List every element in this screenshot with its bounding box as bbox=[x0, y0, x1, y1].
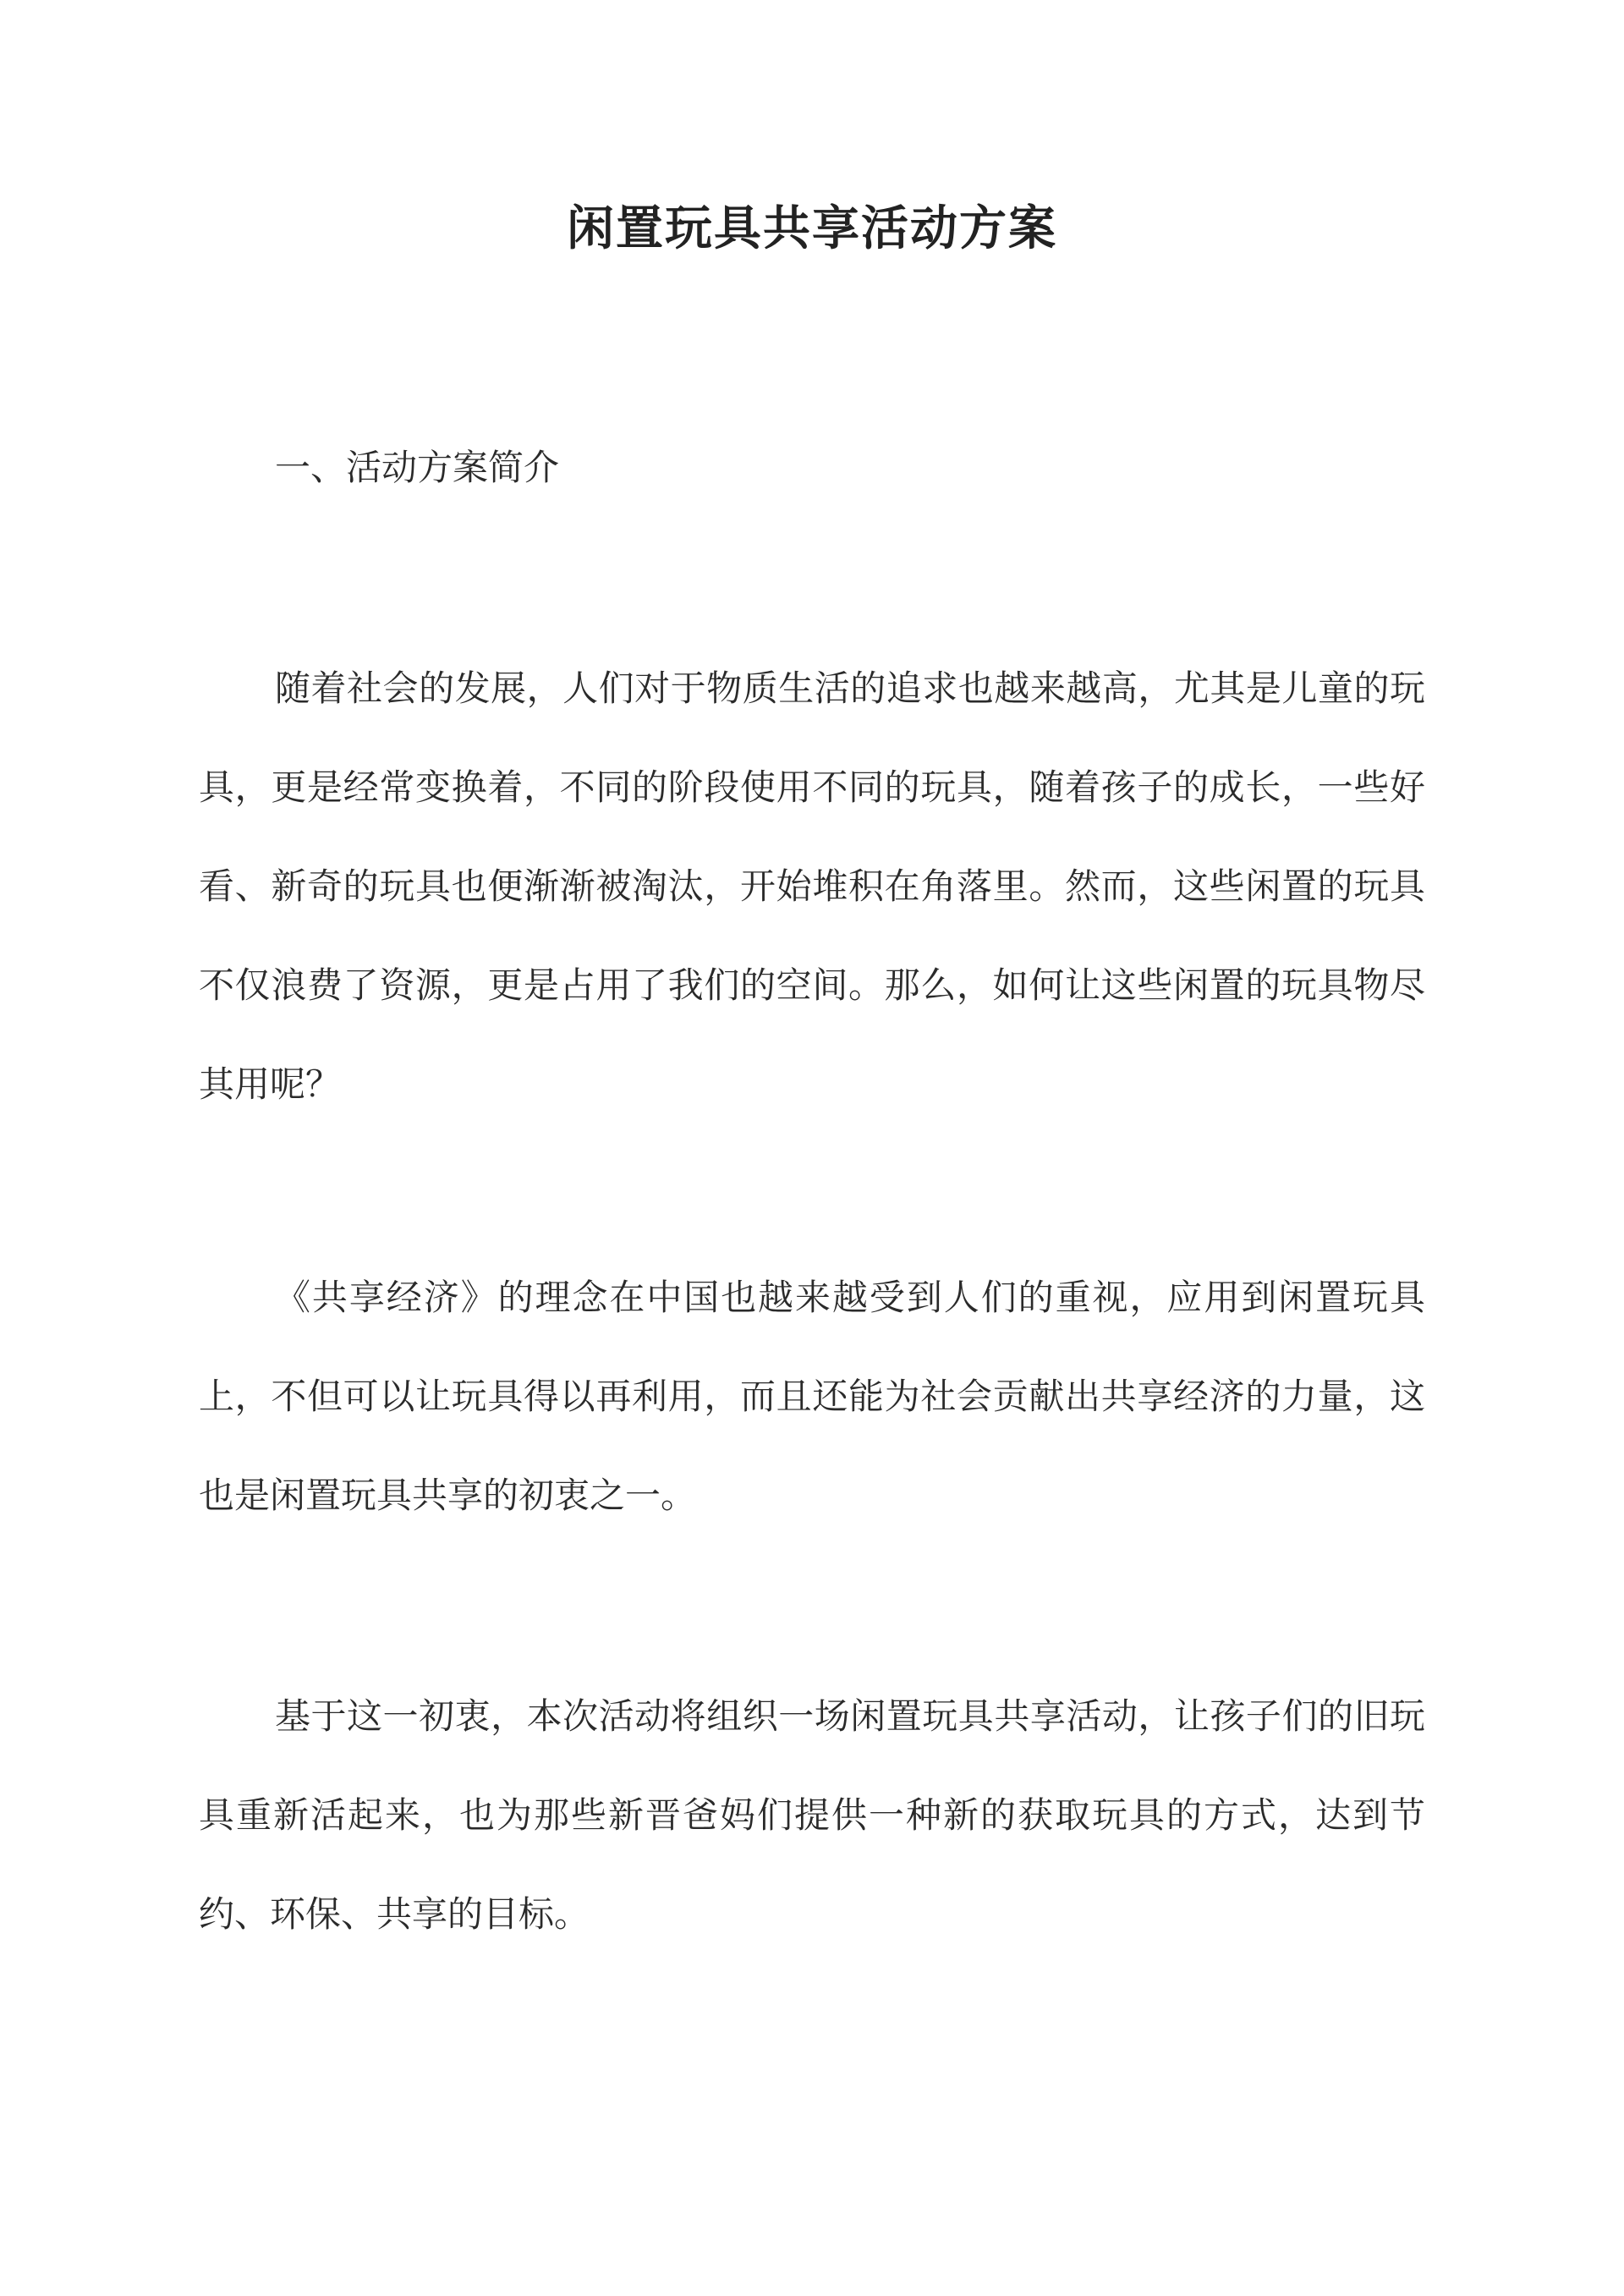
body-paragraph: 随着社会的发展，人们对于物质生活的追求也越来越高，尤其是儿童的玩具，更是经常变换着，不同的阶段使用不同的玩具，随着孩子的成长，一些好看、新奇的玩具也便渐渐被淘汰，开始堆积在角落里。然而，这些闲置的玩具不仅浪费了资源，更是占用了我们的空间。那么，如何让这些闲置的玩具物尽其用呢？ bbox=[199, 667, 1425, 1105]
document-title: 闲置玩具共享活动方案 bbox=[567, 200, 1057, 256]
body-paragraph: 《共享经济》的理念在中国也越来越受到人们的重视，应用到闲置玩具上，不但可以让玩具得以再利用，而且还能为社会贡献出共享经济的力量，这也是闲置玩具共享的初衷之一。 bbox=[199, 1277, 1425, 1516]
section-heading: 一、活动方案简介 bbox=[275, 447, 560, 488]
body-paragraph: 基于这一初衷，本次活动将组织一场闲置玩具共享活动，让孩子们的旧玩具重新活起来，也为那些新晋爸妈们提供一种新的获取玩具的方式，达到节约、环保、共享的目标。 bbox=[199, 1695, 1425, 1935]
